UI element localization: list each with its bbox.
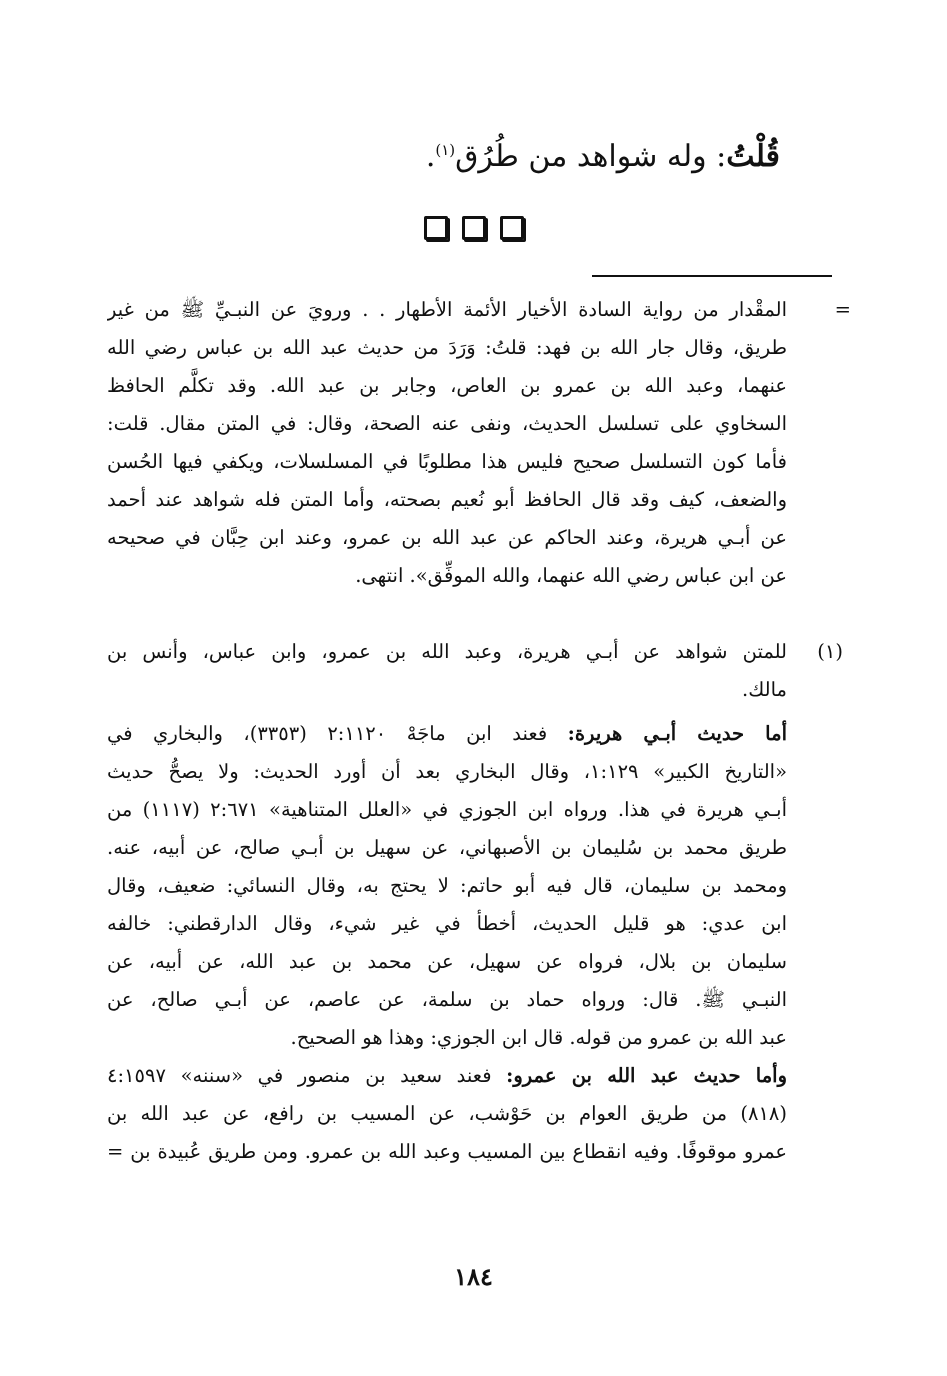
footnote-rule — [592, 275, 832, 277]
footnote-line: النبـي ﷺ. قال: ورواه حماد بن سلمة، عن عاصم، عن أبـي صالح، عن — [107, 988, 787, 1011]
paragraph-lead: وأما حديث عبد الله بن عمرو: — [506, 1064, 787, 1087]
paragraph-lead: أما حديث أبـي هريرة: — [567, 722, 787, 745]
footnote-continuation — [107, 291, 787, 595]
footnote-line: عن ابن عباس رضي الله عنهما، والله الموفِّق». انتهى. — [355, 564, 787, 587]
footnote-line: «التاريخ الكبير» ١:١٢٩، وقال البخاري بعد أن أورد الحديث: ولا يصحُّ حديث — [107, 760, 787, 783]
separator-box — [500, 216, 524, 240]
footnote-1 — [107, 633, 787, 709]
continuation-marker: = — [834, 298, 851, 321]
footnote-line: السخاوي على تسلسل الحديث، ونفى عنه الصحة، وقال: في المتن مقال. قلت: — [107, 412, 787, 435]
footnote-line: عن أبـي هريرة، وعند الحاكم عن عبد الله بن عمرو، وعند ابن حِبَّان في صحيحه — [107, 526, 787, 549]
footnote-line: عنهما، وعبد الله بن عمرو بن العاص، وجابر بن عبد الله. وقد تكلَّم الحافظ — [107, 374, 787, 397]
footnote-line: سليمان بن بلال، فرواه عن سهيل، عن محمد بن عبد الله، عن أبيه، عن — [107, 950, 787, 973]
footnote-line: فأما كون التسلسل صحيح فليس هذا مطلوبًا في المسلسلات، ويكفي فيها الحُسن — [107, 450, 787, 473]
footnote-reference: (١) — [435, 141, 456, 159]
statement-text: : وله شواهد من طُرُق — [455, 139, 727, 174]
footnote-line: عبد الله بن عمرو من قوله. قال ابن الجوزي: وهذا هو الصحيح. — [290, 1026, 787, 1049]
paragraph-abdullah-ibn-amr — [107, 1057, 787, 1171]
footnote-line: عمرو موقوفًا. وفيه انقطاع بين المسيب وعبد الله بن عمرو. ومن طريق عُبيدة بن = — [107, 1140, 787, 1163]
footnote-line: طريق محمد بن سُليمان بن الأصبهاني، عن سهيل بن أبـي صالح، عن أبيه، عنه. — [107, 836, 787, 859]
footnote-line — [107, 715, 787, 753]
footnote-1-marker: (١) — [817, 640, 843, 663]
main-statement — [180, 128, 780, 179]
footnote-line: طريق، وقال جار الله بن فهد: قلتُ: وَرَدَ من حديث عبد الله بن عباس رضي الله — [107, 336, 787, 359]
footnote-line: ابن عدي: هو قليل الحديث، أخطأ في غير شيء، وقال الدارقطني: خالفه — [107, 912, 787, 935]
footnote-line — [107, 1057, 787, 1095]
separator-box — [462, 216, 486, 240]
footnote-line: مالك. — [742, 678, 787, 701]
statement-end: . — [425, 139, 436, 174]
paragraph-abu-hurayra — [107, 715, 787, 1057]
paragraph-first-text: فعند سعيد بن منصور في «سننه» ٤:١٥٩٧ — [107, 1064, 507, 1087]
footnote-line: أبـي هريرة في هذا. ورواه ابن الجوزي في «العلل المتناهية» ٢:٦٧١ (١١١٧) من — [107, 798, 787, 821]
footnote-line: (٨١٨) من طريق العوام بن حَوْشب، عن المسيب بن رافع، عن عبد الله بن — [107, 1102, 787, 1125]
footnote-line: المقْدار من رواية السادة الأخيار الأئمة الأطهار . . ورويَ عن النبـيِّ ﷺ من غير — [107, 298, 787, 321]
footnote-line: ومحمد بن سليمان، قال فيه أبو حاتم: لا يحتج به، وقال النسائي: ضعيف، وقال — [107, 874, 787, 897]
statement-keyword: قُلْتُ — [726, 139, 780, 174]
separator-box — [424, 216, 448, 240]
paragraph-first-text: فعند ابن ماجَهْ ٢:١١٢٠ (٣٣٥٣)، والبخاري في — [107, 722, 568, 745]
section-separator — [0, 216, 947, 240]
footnote-line: للمتن شواهد عن أبـي هريرة، وعبد الله بن عمرو، وابن عباس، وأنس بن — [107, 640, 787, 663]
page-number: ١٨٤ — [454, 1262, 493, 1291]
footnote-line: والضعف، كيف وقد قال الحافظ أبو نُعيم بصحته، وأما المتن فله شواهد عند أحمد — [107, 488, 787, 511]
